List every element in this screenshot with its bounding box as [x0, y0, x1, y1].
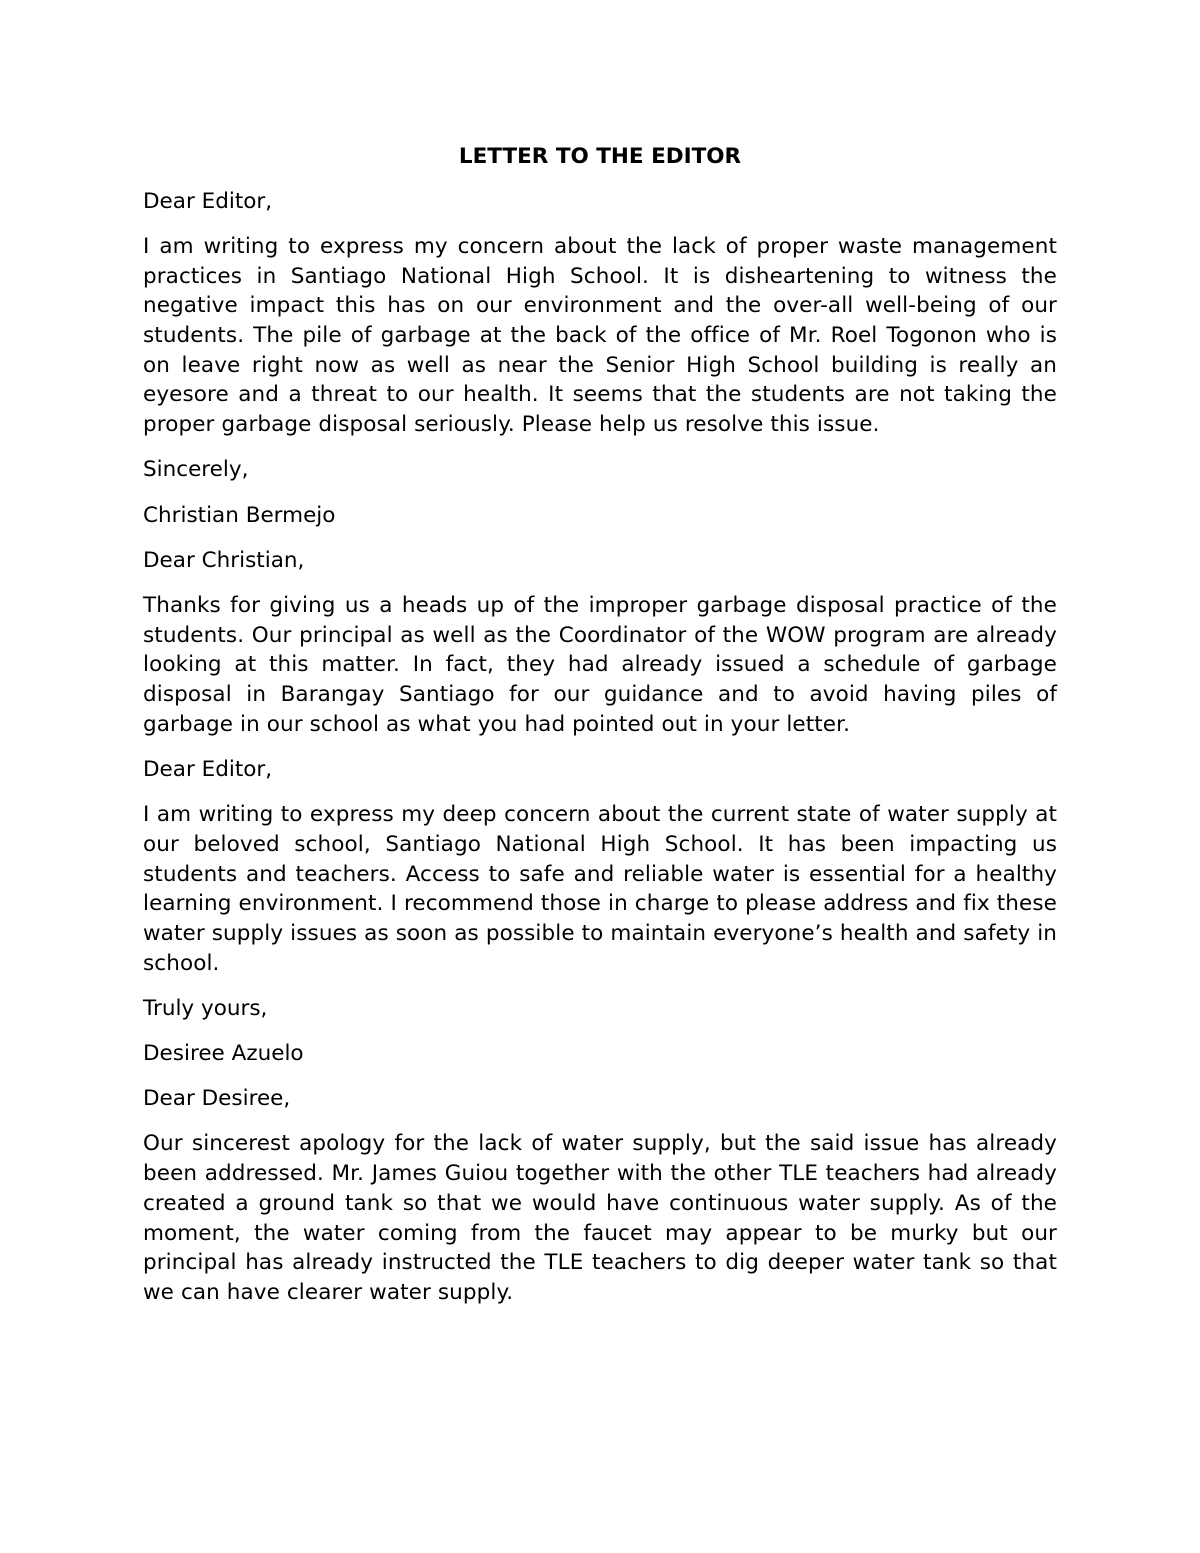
letter2-closing: Truly yours, — [143, 995, 268, 1021]
reply2-body: Our sincerest apology for the lack of water supply, but the said issue has already been addressed. Mr. James Guiou together with the other TLE teachers had already created a ground tank so that we would have continuous water supply. As of the moment, the water coming from the faucet may appear to be murky but our principal has already instructed the TLE teachers to dig deeper water tank so that we can have clearer water supply. — [143, 1131, 1057, 1305]
letter1-body: I am writing to express my concern about the lack of proper waste management practices in Santiago National High School. It is disheartening to witness the negative impact this has on our environment and the over-all well-being of our students. The pile of garbage at the back of the office of Mr. Roel Togonon who is on leave right now as well as near the Senior High School building is really an eyesore and a threat to our health. It seems that the students are not taking the proper garbage disposal seriously. Please help us resolve this issue. — [143, 233, 1057, 438]
letter1-signature: Christian Bermejo — [143, 502, 336, 528]
reply1-body: Thanks for giving us a heads up of the improper garbage disposal practice of the students. Our principal as well as the Coordinator of the WOW program are already looking at this matter. In fact, they had already issued a schedule of garbage disposal in Barangay Santiago for our guidance and to avoid having piles of garbage in our school as what you had pointed out in your letter. — [143, 592, 1057, 737]
letter2-body: I am writing to express my deep concern about the current state of water supply at our beloved school, Santiago National High School. It has been impacting us students and teachers. Access to safe and reliable water is essential for a healthy learning environment. I recommend those in charge to please address and fix these water supply issues as soon as possible to maintain everyone’s health and safety in school. — [143, 802, 1057, 976]
letter1-closing: Sincerely, — [143, 457, 249, 483]
letter1-salutation: Dear Editor, — [143, 188, 273, 214]
letter2-signature: Desiree Azuelo — [143, 1041, 304, 1067]
reply2-salutation: Dear Desiree, — [143, 1086, 291, 1112]
letter2-salutation: Dear Editor, — [143, 756, 273, 782]
reply1-salutation: Dear Christian, — [143, 547, 305, 573]
document-page — [143, 142, 1057, 1308]
document-title: LETTER TO THE EDITOR — [458, 144, 742, 169]
